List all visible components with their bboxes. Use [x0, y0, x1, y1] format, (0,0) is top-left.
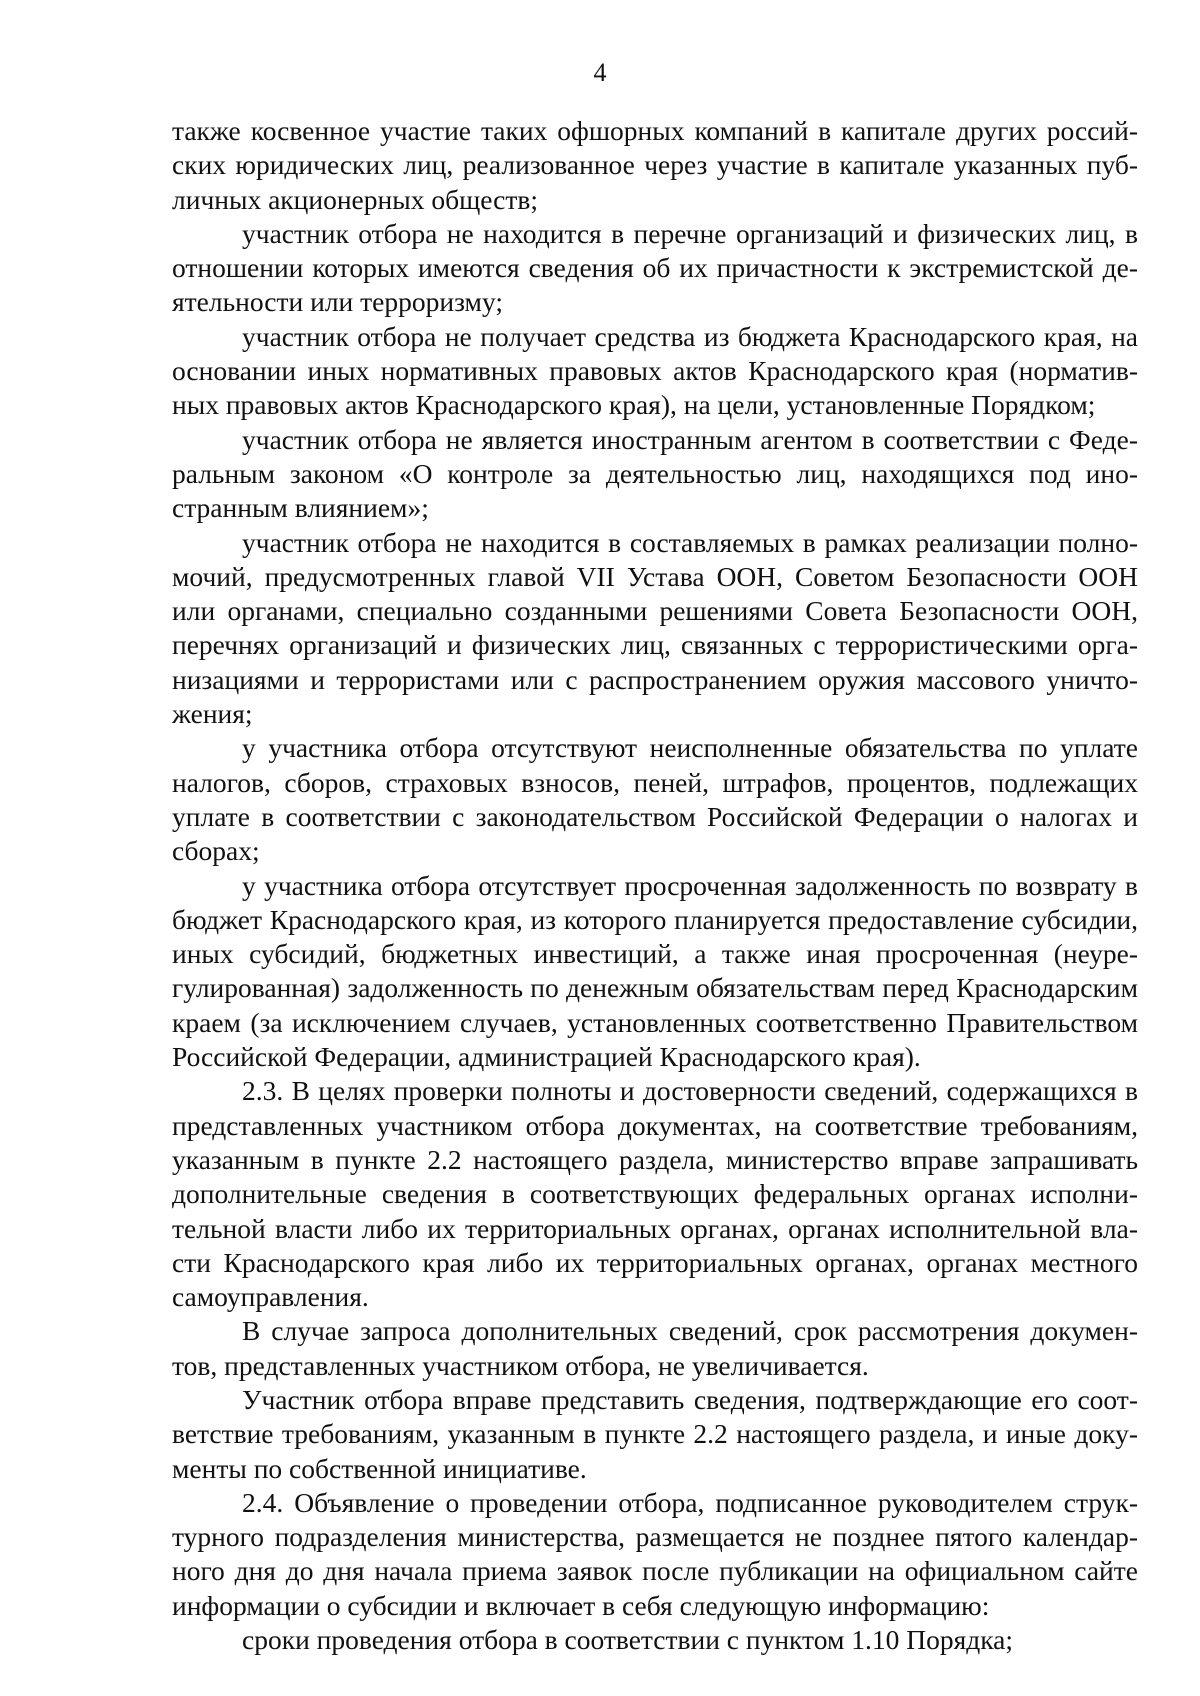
- page-number: 4: [593, 58, 607, 87]
- document-body: [172, 114, 1138, 1657]
- paragraph-2-4-announcement: 2.4. Объявление о проведении отбора, подписанное руководителем структурного подразделения министерства, размещается не позднее пятого календарного дня до дня начала приема заявок после публикации на официальном сайте информации о субсидии и включает в себя следующую информацию:: [172, 1486, 1138, 1621]
- paragraph-budget-funds: участник отбора не получает средства из бюджета Краснодарского края, на основании иных нормативных правовых актов Краснодарского края (нормативных правовых актов Краснодарского края), на цели, установленные Порядком;: [172, 320, 1138, 421]
- paragraph-tax-obligations: у участника отбора отсутствуют неисполненные обязательства по уплате налогов, сборов, страховых взносов, пеней, штрафов, процентов, подлежащих уплате в соответствии с законодательством Российской Федерации о налогах и сборах;: [172, 732, 1138, 867]
- paragraph-2-3-verification: 2.3. В целях проверки полноты и достоверности сведений, содержащихся в представленных участником отбора документах, на соответствие требованиям, указанным в пункте 2.2 настоящего раздела, министерство вправе запрашивать дополнительные сведения в соответствующих федеральных органах исполнительной власти либо их территориальных органах, органах исполнительной власти Краснодарского края либо их территориальных органах, органах местного самоуправления.: [172, 1075, 1138, 1313]
- paragraph-request-term: В случае запроса дополнительных сведений, срок рассмотрения документов, представленных участником отбора, не увеличивается.: [172, 1315, 1138, 1381]
- paragraph-un-lists: участник отбора не находится в составляемых в рамках реализации полномочий, предусмотренных главой VII Устава ООН, Советом Безопасности ООН или органами, специально созданными решениями Совета Безопасности ООН, перечнях организаций и физических лиц, связанных с террористическими организациями и террористами или с распространением оружия массового уничтожения;: [172, 526, 1138, 730]
- paragraph-extremism-list: участник отбора не находится в перечне организаций и физических лиц, в отношении которых имеются сведения об их причастности к экстремистской деятельности или терроризму;: [172, 217, 1138, 318]
- paragraph-overdue-debt: у участника отбора отсутствует просроченная задолженность по возврату в бюджет Краснодарского края, из которого планируется предоставление субсидии, иных субсидий, бюджетных инвестиций, а также иная просроченная (неурегулированная) задолженность по денежным обязательствам перед Краснодарским краем (за исключением случаев, установленных соответственно Правительством Российской Федерации, администрацией Краснодарского края).: [172, 869, 1138, 1073]
- paragraph-own-initiative: Участник отбора вправе представить сведения, подтверждающие его соответствие требованиям, указанным в пункте 2.2 настоящего раздела, и иные документы по собственной инициативе.: [172, 1383, 1138, 1484]
- paragraph-foreign-agent: участник отбора не является иностранным агентом в соответствии с Федеральным законом «О контроле за деятельностью лиц, находящихся под иностранным влиянием»;: [172, 423, 1138, 524]
- paragraph-offshore-participation: также косвенное участие таких офшорных компаний в капитале других российских юридических лиц, реализованное через участие в капитале указанных публичных акционерных обществ;: [172, 115, 1138, 215]
- paragraph-selection-terms: сроки проведения отбора в соответствии с пунктом 1.10 Порядка;: [242, 1624, 1014, 1656]
